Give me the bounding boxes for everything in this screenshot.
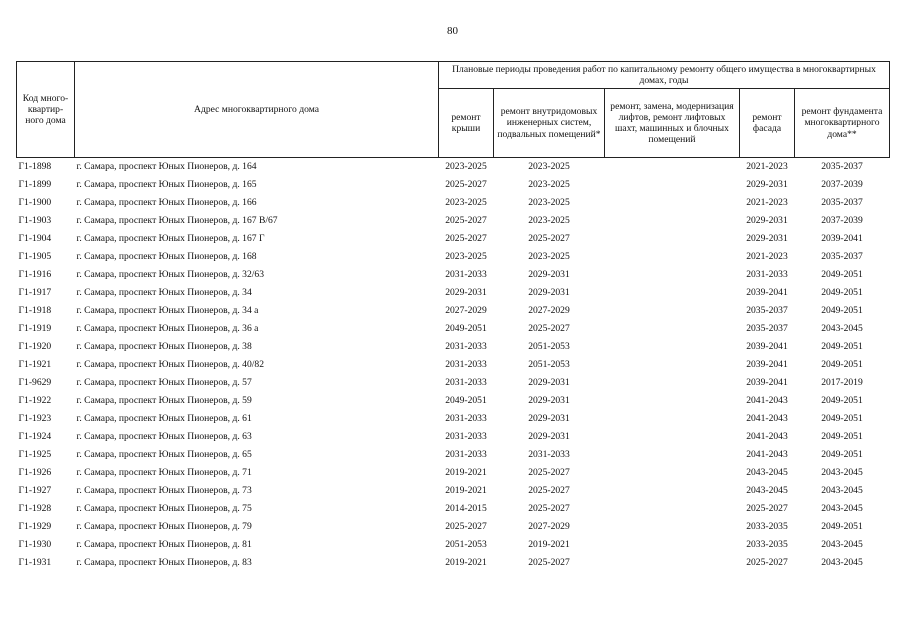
table-row <box>17 194 890 212</box>
cell-roof: 2031-2033 <box>445 431 487 443</box>
cell-foundation: 2049-2051 <box>821 287 863 299</box>
cell-engineering: 2023-2025 <box>528 251 570 263</box>
cell-address: г. Самара, проспект Юных Пионеров, д. 75 <box>76 503 252 515</box>
cell-code: Г1-9629 <box>18 377 52 389</box>
cell-address: г. Самара, проспект Юных Пионеров, д. 165 <box>76 179 257 191</box>
cell-elevators <box>605 374 740 392</box>
cell-foundation: 2049-2051 <box>821 305 863 317</box>
cell-elevators <box>605 428 740 446</box>
table-row <box>17 302 890 320</box>
cell-roof: 2031-2033 <box>445 413 487 425</box>
cell-foundation: 2049-2051 <box>821 521 863 533</box>
cell-facade: 2021-2023 <box>746 161 788 173</box>
cell-engineering: 2029-2031 <box>528 287 570 299</box>
cell-foundation: 2037-2039 <box>821 179 863 191</box>
cell-code: Г1-1928 <box>18 503 52 515</box>
cell-facade: 2029-2031 <box>746 179 788 191</box>
cell-facade: 2035-2037 <box>746 305 788 317</box>
cell-roof: 2031-2033 <box>445 449 487 461</box>
cell-facade: 2029-2031 <box>746 233 788 245</box>
cell-engineering: 2029-2031 <box>528 377 570 389</box>
table-row <box>17 536 890 554</box>
cell-roof: 2049-2051 <box>445 395 487 407</box>
cell-code: Г1-1905 <box>18 251 52 263</box>
table-row <box>17 176 890 194</box>
cell-roof: 2023-2025 <box>445 161 487 173</box>
cell-facade: 2021-2023 <box>746 197 788 209</box>
cell-address: г. Самара, проспект Юных Пионеров, д. 34 а <box>76 305 259 317</box>
cell-facade: 2033-2035 <box>746 521 788 533</box>
cell-facade: 2043-2045 <box>746 467 788 479</box>
cell-code: Г1-1904 <box>18 233 52 245</box>
header-engineering: ремонт внутридомовых инженерных систем, подвальных помещений* <box>494 89 605 158</box>
cell-facade: 2039-2041 <box>746 287 788 299</box>
cell-elevators <box>605 176 740 194</box>
cell-elevators <box>605 482 740 500</box>
table-row <box>17 230 890 248</box>
cell-elevators <box>605 338 740 356</box>
cell-engineering: 2025-2027 <box>528 323 570 335</box>
cell-address: г. Самара, проспект Юных Пионеров, д. 167 Г <box>76 233 265 245</box>
table-body <box>17 158 890 573</box>
cell-roof: 2014-2015 <box>445 503 487 515</box>
cell-facade: 2039-2041 <box>746 377 788 389</box>
cell-elevators <box>605 464 740 482</box>
cell-elevators <box>605 302 740 320</box>
cell-facade: 2025-2027 <box>746 503 788 515</box>
cell-engineering: 2025-2027 <box>528 485 570 497</box>
cell-foundation: 2043-2045 <box>821 467 863 479</box>
table-row <box>17 410 890 428</box>
cell-engineering: 2027-2029 <box>528 521 570 533</box>
cell-address: г. Самара, проспект Юных Пионеров, д. 40/82 <box>76 359 265 371</box>
cell-roof: 2029-2031 <box>445 287 487 299</box>
cell-address: г. Самара, проспект Юных Пионеров, д. 57 <box>76 377 252 389</box>
table-row <box>17 266 890 284</box>
cell-foundation: 2037-2039 <box>821 215 863 227</box>
cell-foundation: 2049-2051 <box>821 395 863 407</box>
header-periods: Плановые периоды проведения работ по капитальному ремонту общего имущества в многоквартирных домах, годы <box>439 62 890 89</box>
cell-engineering: 2029-2031 <box>528 395 570 407</box>
cell-foundation: 2017-2019 <box>821 377 863 389</box>
table-row <box>17 446 890 464</box>
cell-address: г. Самара, проспект Юных Пионеров, д. 65 <box>76 449 252 461</box>
table-row <box>17 320 890 338</box>
cell-roof: 2027-2029 <box>445 305 487 317</box>
cell-engineering: 2023-2025 <box>528 179 570 191</box>
cell-engineering: 2029-2031 <box>528 431 570 443</box>
table-row <box>17 212 890 230</box>
cell-foundation: 2035-2037 <box>821 161 863 173</box>
cell-foundation: 2049-2051 <box>821 431 863 443</box>
cell-code: Г1-1926 <box>18 467 52 479</box>
cell-roof: 2025-2027 <box>445 215 487 227</box>
cell-address: г. Самара, проспект Юных Пионеров, д. 61 <box>76 413 252 425</box>
cell-code: Г1-1919 <box>18 323 52 335</box>
cell-engineering: 2051-2053 <box>528 359 570 371</box>
cell-elevators <box>605 446 740 464</box>
cell-elevators <box>605 554 740 572</box>
cell-code: Г1-1918 <box>18 305 52 317</box>
table-row <box>17 374 890 392</box>
table-row <box>17 554 890 572</box>
cell-roof: 2031-2033 <box>445 377 487 389</box>
cell-foundation: 2049-2051 <box>821 269 863 281</box>
table-row <box>17 158 890 177</box>
cell-elevators <box>605 356 740 374</box>
cell-code: Г1-1927 <box>18 485 52 497</box>
cell-address: г. Самара, проспект Юных Пионеров, д. 63 <box>76 431 252 443</box>
cell-code: Г1-1900 <box>18 197 52 209</box>
header-roof: ремонт крыши <box>439 89 494 158</box>
table-header <box>17 62 890 158</box>
cell-address: г. Самара, проспект Юных Пионеров, д. 59 <box>76 395 252 407</box>
cell-facade: 2025-2027 <box>746 557 788 569</box>
cell-code: Г1-1920 <box>18 341 52 353</box>
cell-address: г. Самара, проспект Юных Пионеров, д. 79 <box>76 521 252 533</box>
cell-facade: 2043-2045 <box>746 485 788 497</box>
cell-code: Г1-1930 <box>18 539 52 551</box>
cell-engineering: 2051-2053 <box>528 341 570 353</box>
cell-elevators <box>605 518 740 536</box>
cell-facade: 2031-2033 <box>746 269 788 281</box>
header-elevators: ремонт, замена, модернизация лифтов, ремонт лифтовых шахт, машинных и блочных помещений <box>605 89 740 158</box>
header-facade: ремонт фасада <box>740 89 795 158</box>
cell-elevators <box>605 248 740 266</box>
table-row <box>17 356 890 374</box>
cell-elevators <box>605 536 740 554</box>
cell-code: Г1-1916 <box>18 269 52 281</box>
cell-address: г. Самара, проспект Юных Пионеров, д. 73 <box>76 485 252 497</box>
cell-foundation: 2049-2051 <box>821 359 863 371</box>
cell-elevators <box>605 212 740 230</box>
cell-elevators <box>605 230 740 248</box>
cell-address: г. Самара, проспект Юных Пионеров, д. 38 <box>76 341 252 353</box>
cell-address: г. Самара, проспект Юных Пионеров, д. 164 <box>76 161 257 173</box>
cell-roof: 2031-2033 <box>445 341 487 353</box>
table-row <box>17 482 890 500</box>
cell-code: Г1-1931 <box>18 557 52 569</box>
cell-engineering: 2029-2031 <box>528 413 570 425</box>
cell-code: Г1-1929 <box>18 521 52 533</box>
cell-engineering: 2023-2025 <box>528 161 570 173</box>
cell-code: Г1-1923 <box>18 413 52 425</box>
table-row <box>17 338 890 356</box>
cell-elevators <box>605 410 740 428</box>
cell-roof: 2031-2033 <box>445 359 487 371</box>
cell-address: г. Самара, проспект Юных Пионеров, д. 32/63 <box>76 269 265 281</box>
cell-elevators <box>605 284 740 302</box>
cell-facade: 2039-2041 <box>746 359 788 371</box>
cell-foundation: 2049-2051 <box>821 413 863 425</box>
cell-address: г. Самара, проспект Юных Пионеров, д. 166 <box>76 197 257 209</box>
cell-facade: 2041-2043 <box>746 395 788 407</box>
table-row <box>17 392 890 410</box>
cell-foundation: 2035-2037 <box>821 197 863 209</box>
cell-address: г. Самара, проспект Юных Пионеров, д. 83 <box>76 557 252 569</box>
cell-engineering: 2019-2021 <box>528 539 570 551</box>
table-row <box>17 500 890 518</box>
cell-code: Г1-1921 <box>18 359 52 371</box>
table-row <box>17 248 890 266</box>
cell-elevators <box>605 266 740 284</box>
table-row <box>17 518 890 536</box>
cell-elevators <box>605 392 740 410</box>
cell-foundation: 2049-2051 <box>821 449 863 461</box>
header-code: Код много-квартир-ного дома <box>17 62 75 158</box>
cell-roof: 2025-2027 <box>445 179 487 191</box>
cell-facade: 2041-2043 <box>746 449 788 461</box>
cell-facade: 2041-2043 <box>746 413 788 425</box>
cell-roof: 2051-2053 <box>445 539 487 551</box>
cell-code: Г1-1925 <box>18 449 52 461</box>
cell-roof: 2023-2025 <box>445 251 487 263</box>
cell-facade: 2021-2023 <box>746 251 788 263</box>
cell-code: Г1-1922 <box>18 395 52 407</box>
cell-engineering: 2025-2027 <box>528 503 570 515</box>
cell-code: Г1-1898 <box>18 161 52 173</box>
cell-facade: 2033-2035 <box>746 539 788 551</box>
cell-engineering: 2027-2029 <box>528 305 570 317</box>
cell-code: Г1-1903 <box>18 215 52 227</box>
capital-repair-table <box>16 61 890 572</box>
cell-roof: 2025-2027 <box>445 521 487 533</box>
cell-elevators <box>605 194 740 212</box>
cell-elevators <box>605 320 740 338</box>
cell-code: Г1-1899 <box>18 179 52 191</box>
page-number: 80 <box>447 25 458 37</box>
cell-engineering: 2023-2025 <box>528 197 570 209</box>
cell-elevators <box>605 158 740 177</box>
cell-address: г. Самара, проспект Юных Пионеров, д. 81 <box>76 539 252 551</box>
cell-foundation: 2043-2045 <box>821 557 863 569</box>
cell-facade: 2035-2037 <box>746 323 788 335</box>
cell-roof: 2019-2021 <box>445 557 487 569</box>
cell-address: г. Самара, проспект Юных Пионеров, д. 167 В/67 <box>76 215 278 227</box>
cell-code: Г1-1924 <box>18 431 52 443</box>
cell-roof: 2019-2021 <box>445 467 487 479</box>
cell-foundation: 2043-2045 <box>821 323 863 335</box>
cell-roof: 2019-2021 <box>445 485 487 497</box>
cell-facade: 2039-2041 <box>746 341 788 353</box>
table-row <box>17 284 890 302</box>
cell-engineering: 2025-2027 <box>528 557 570 569</box>
cell-foundation: 2043-2045 <box>821 485 863 497</box>
cell-engineering: 2025-2027 <box>528 467 570 479</box>
cell-roof: 2049-2051 <box>445 323 487 335</box>
cell-roof: 2023-2025 <box>445 197 487 209</box>
cell-engineering: 2031-2033 <box>528 449 570 461</box>
cell-code: Г1-1917 <box>18 287 52 299</box>
cell-engineering: 2029-2031 <box>528 269 570 281</box>
cell-engineering: 2023-2025 <box>528 215 570 227</box>
cell-foundation: 2043-2045 <box>821 539 863 551</box>
cell-facade: 2041-2043 <box>746 431 788 443</box>
cell-elevators <box>605 500 740 518</box>
cell-roof: 2025-2027 <box>445 233 487 245</box>
cell-address: г. Самара, проспект Юных Пионеров, д. 34 <box>76 287 252 299</box>
cell-roof: 2031-2033 <box>445 269 487 281</box>
cell-engineering: 2025-2027 <box>528 233 570 245</box>
cell-foundation: 2035-2037 <box>821 251 863 263</box>
header-foundation: ремонт фундамента многоквартирного дома** <box>795 89 890 158</box>
cell-address: г. Самара, проспект Юных Пионеров, д. 36 а <box>76 323 259 335</box>
table-row <box>17 428 890 446</box>
header-address: Адрес многоквартирного дома <box>75 62 439 158</box>
cell-address: г. Самара, проспект Юных Пионеров, д. 168 <box>76 251 257 263</box>
table-row <box>17 464 890 482</box>
cell-foundation: 2049-2051 <box>821 341 863 353</box>
cell-facade: 2029-2031 <box>746 215 788 227</box>
cell-foundation: 2043-2045 <box>821 503 863 515</box>
cell-foundation: 2039-2041 <box>821 233 863 245</box>
cell-address: г. Самара, проспект Юных Пионеров, д. 71 <box>76 467 252 479</box>
